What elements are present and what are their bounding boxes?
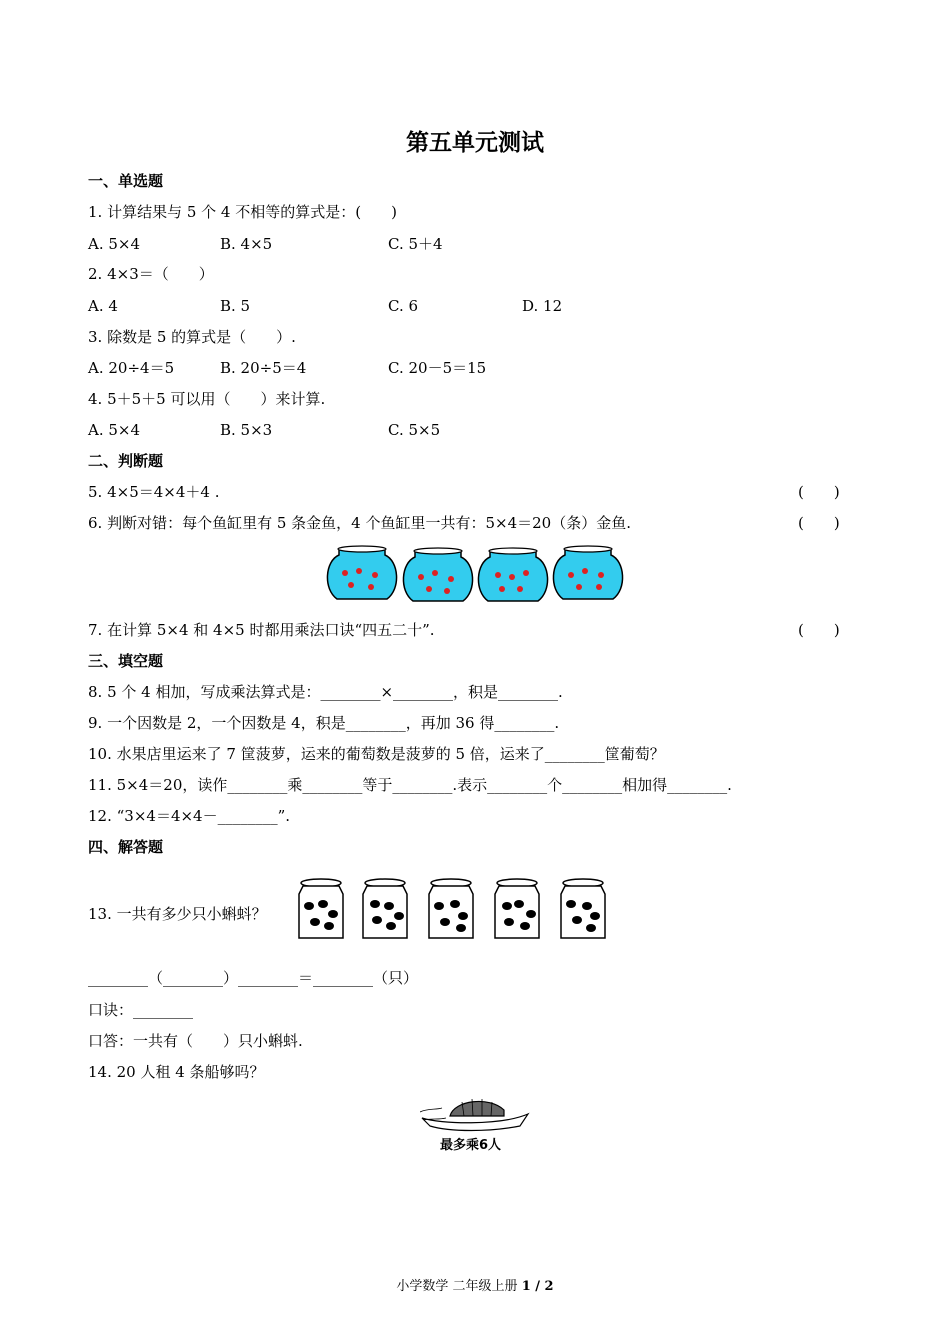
question-14: 14. 20 人租 4 条船够吗？ — [88, 1063, 265, 1081]
question-4: 4. 5＋5＋5 可以用（ ）来计算. — [88, 390, 326, 408]
tadpole-jar-icon — [299, 879, 343, 938]
tadpole-jars-image — [295, 878, 615, 942]
question-2: 2. 4×3＝（ ） — [88, 265, 214, 283]
question-8: 8. 5 个 4 相加，写成乘法算式是：________×________，积是________. — [88, 683, 563, 701]
question-6: 6. 判断对错：每个鱼缸里有 5 条金鱼，4 个鱼缸里一共有：5×4＝20（条）金鱼. — [88, 514, 631, 532]
tadpole-jar-icon — [561, 879, 605, 938]
fish-bowl-icon — [403, 548, 472, 601]
q1-option-c[interactable]: C. 5＋4 — [388, 235, 443, 253]
boat-image — [420, 1088, 530, 1136]
question-7: 7. 在计算 5×4 和 4×5 时都用乘法口诀“四五二十”. — [88, 621, 435, 639]
q4-option-a[interactable]: A. 5×4 — [88, 421, 141, 439]
q1-option-b[interactable]: B. 4×5 — [220, 235, 273, 253]
section-heading-fill-blank: 三、填空题 — [88, 652, 164, 670]
section-heading-true-false: 二、判断题 — [88, 452, 164, 470]
q4-option-c[interactable]: C. 5×5 — [388, 421, 441, 439]
fish-bowl-icon — [553, 546, 622, 599]
q2-option-b[interactable]: B. 5 — [220, 297, 251, 315]
q3-option-b[interactable]: B. 20÷5＝4 — [220, 359, 307, 377]
q2-option-a[interactable]: A. 4 — [88, 297, 118, 315]
page-title: 第五单元测试 — [406, 130, 544, 156]
page-number: 1 / 2 — [521, 1279, 554, 1294]
q3-option-a[interactable]: A. 20÷4＝5 — [88, 359, 175, 377]
question-9: 9. 一个因数是 2，一个因数是 4，积是________，再加 36 得________. — [88, 714, 560, 732]
question-10: 10. 水果店里运来了 7 筐菠萝，运来的葡萄数是菠萝的 5 倍，运来了________筐葡萄？ — [88, 745, 665, 763]
fish-bowls-image — [325, 545, 625, 607]
question-3: 3. 除数是 5 的算式是（ ）. — [88, 328, 296, 346]
q13-koujue: 口诀：________ — [88, 1001, 194, 1019]
q1-option-a[interactable]: A. 5×4 — [88, 235, 141, 253]
fish-bowl-icon — [327, 546, 396, 599]
section-heading-solve: 四、解答题 — [88, 838, 164, 856]
question-12: 12. “3×4＝4×4－________”. — [88, 807, 291, 825]
q13-answer: 口答：一共有（ ）只小蝌蚪. — [88, 1032, 303, 1050]
q3-option-c[interactable]: C. 20－5＝15 — [388, 359, 487, 377]
q6-answer-paren[interactable]: ( ) — [798, 514, 840, 532]
tadpole-jar-icon — [495, 879, 539, 938]
page-footer — [0, 1275, 950, 1294]
boat-caption: 最多乘6人 — [440, 1138, 502, 1153]
section-heading-single-choice: 一、单选题 — [88, 172, 164, 190]
tadpole-jar-icon — [429, 879, 473, 938]
q4-option-b[interactable]: B. 5×3 — [220, 421, 273, 439]
footer-text: 小学数学 二年级上册 — [396, 1279, 522, 1294]
q7-answer-paren[interactable]: ( ) — [798, 621, 840, 639]
q2-option-d[interactable]: D. 12 — [522, 297, 563, 315]
question-1: 1. 计算结果与 5 个 4 不相等的算式是：( ) — [88, 203, 397, 221]
question-5: 5. 4×5＝4×4＋4 . — [88, 483, 220, 501]
question-11: 11. 5×4＝20，读作________乘________等于________.表示________个________相加得________. — [88, 776, 732, 794]
question-13: 13. 一共有多少只小蝌蚪？ — [88, 905, 267, 923]
tadpole-jar-icon — [363, 879, 407, 938]
q13-formula-blanks: ________（________）________＝________（只） — [88, 969, 419, 987]
q5-answer-paren[interactable]: ( ) — [798, 483, 840, 501]
fish-bowl-icon — [478, 548, 547, 601]
q2-option-c[interactable]: C. 6 — [388, 297, 419, 315]
